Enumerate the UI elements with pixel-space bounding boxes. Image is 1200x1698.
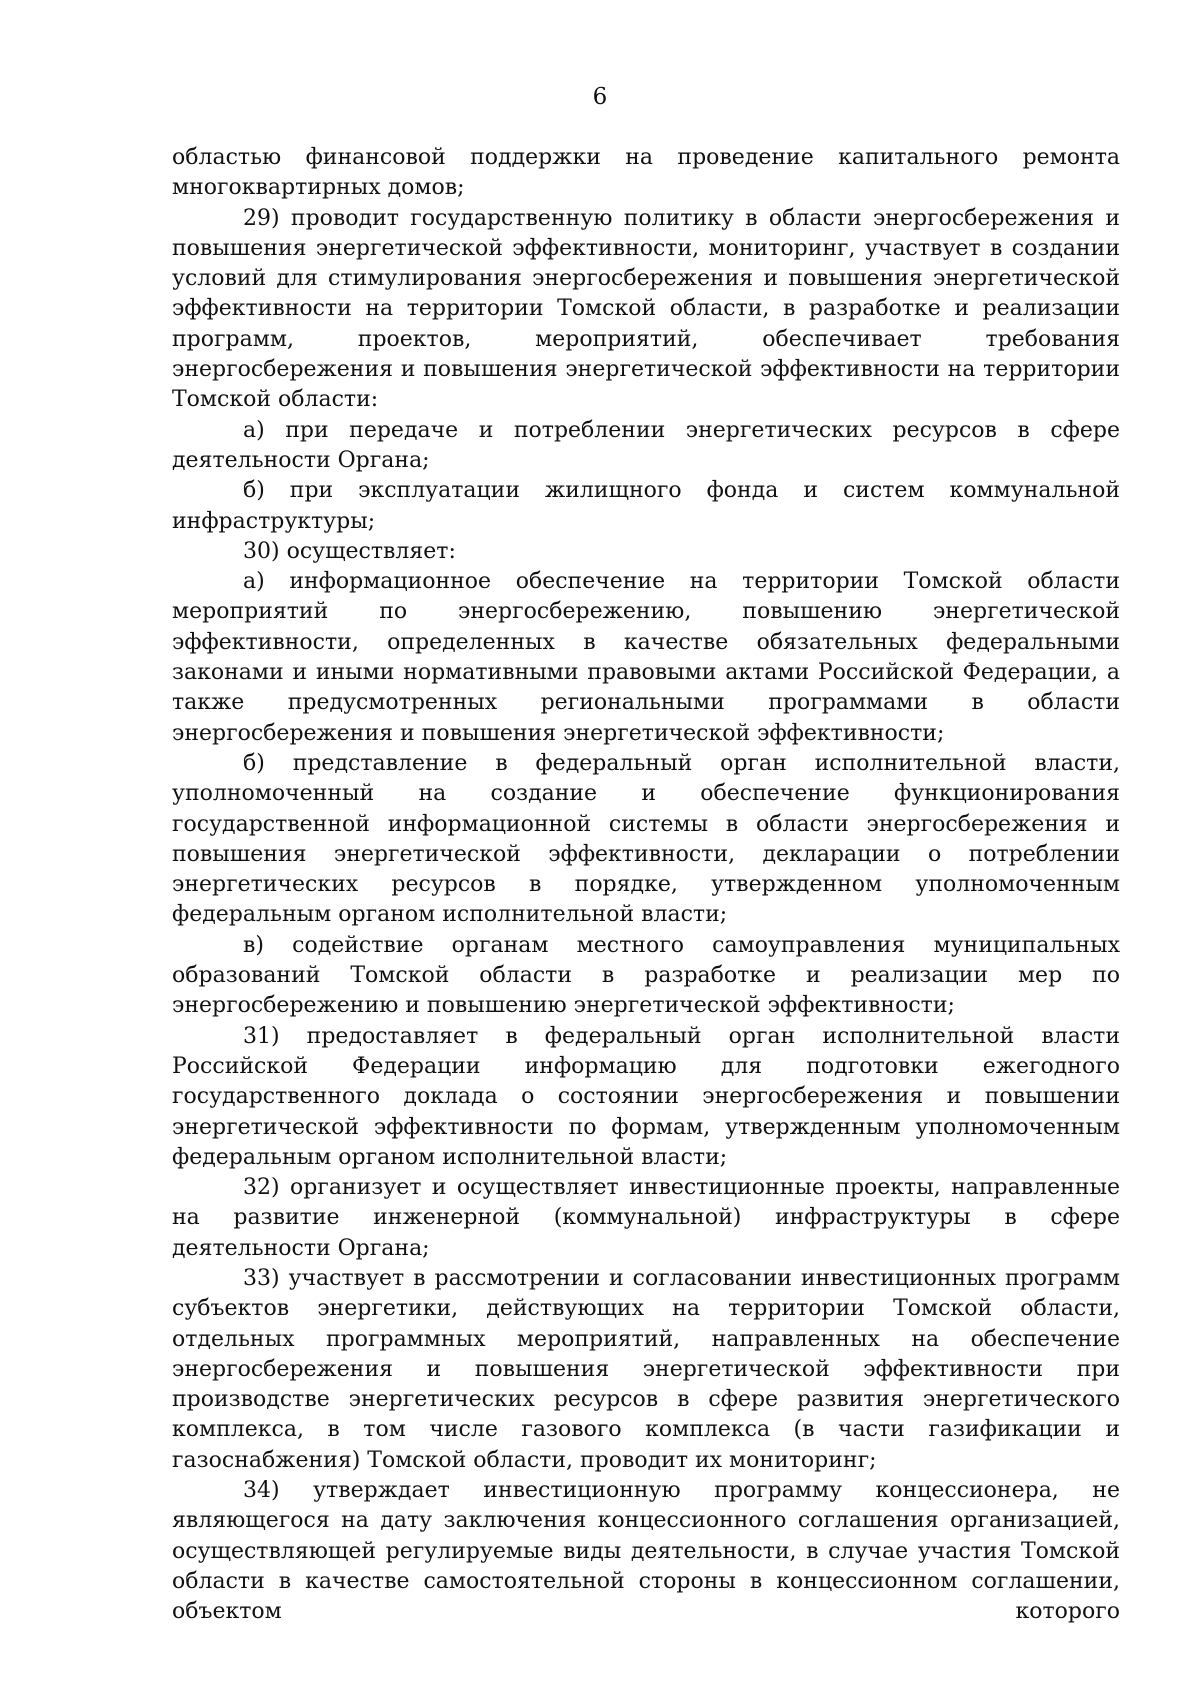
paragraph: областью финансовой поддержки на проведение капитального ремонта многоквартирных домов; — [172, 145, 1120, 201]
paragraph: а) информационное обеспечение на территории Томской области мероприятий по энергосбережению, повышению энергетической эффективности, определенных в качестве обязательных федеральными законами и иными нормативными правовыми актами Российской Федерации, а также предусмотренных региональными программами в области энергосбережения и повышения энергетической эффективности; — [172, 569, 1120, 746]
paragraph: 33) участвует в рассмотрении и согласовании инвестиционных программ субъектов энергетики, действующих на территории Томской области, отдельных программных мероприятий, направленных на обеспечение энергосбережения и повышения энергетической эффективности при производстве энергетических ресурсов в сфере развития энергетического комплекса, в том числе газового комплекса (в части газификации и газоснабжения) Томской области, проводит их мониторинг; — [172, 1265, 1120, 1473]
document-body — [172, 143, 1120, 1628]
paragraph: 34) утверждает инвестиционную программу концессионера, не являющегося на дату заключения концессионного соглашения организацией, осуществляющей регулируемые виды деятельности, в случае участия Томской области в качестве самостоятельной стороны в концессионном соглашении, объектом которого — [172, 1478, 1120, 1625]
paragraph: 31) предоставляет в федеральный орган исполнительной власти Российской Федерации информацию для подготовки ежегодного государственного доклада о состоянии энергосбережения и повышении энергетической эффективности по формам, утвержденным уполномоченным федеральным органом исполнительной власти; — [172, 1023, 1120, 1170]
paragraph: б) представление в федеральный орган исполнительной власти, уполномоченный на создание и обеспечение функционирования государственной информационной системы в области энергосбережения и повышения энергетической эффективности, декларации о потреблении энергетических ресурсов в порядке, утвержденном уполномоченным федеральным органом исполнительной власти; — [172, 750, 1120, 928]
paragraph: а) при передаче и потреблении энергетических ресурсов в сфере деятельности Органа; — [172, 417, 1120, 473]
paragraph: в) содействие органам местного самоуправления муниципальных образований Томской области в разработке и реализации мер по энергосбережению и повышению энергетической эффективности; — [172, 932, 1120, 1019]
page-number: 6 — [592, 84, 608, 110]
paragraph: 32) организует и осуществляет инвестиционные проекты, направленные на развитие инженерной (коммунальной) инфраструктуры в сфере деятельности Органа; — [172, 1175, 1120, 1261]
paragraph: 30) осуществляет: — [243, 538, 456, 564]
paragraph: б) при эксплуатации жилищного фонда и систем коммунальной инфраструктуры; — [172, 478, 1120, 534]
paragraph: 29) проводит государственную политику в области энергосбережения и повышения энергетической эффективности, мониторинг, участвует в создании условий для стимулирования энергосбережения и повышения энергетической эффективности на территории Томской области, в разработке и реализации программ, проектов, мероприятий, обеспечивает требования энергосбережения и повышения энергетической эффективности на территории Томской области: — [172, 205, 1120, 413]
